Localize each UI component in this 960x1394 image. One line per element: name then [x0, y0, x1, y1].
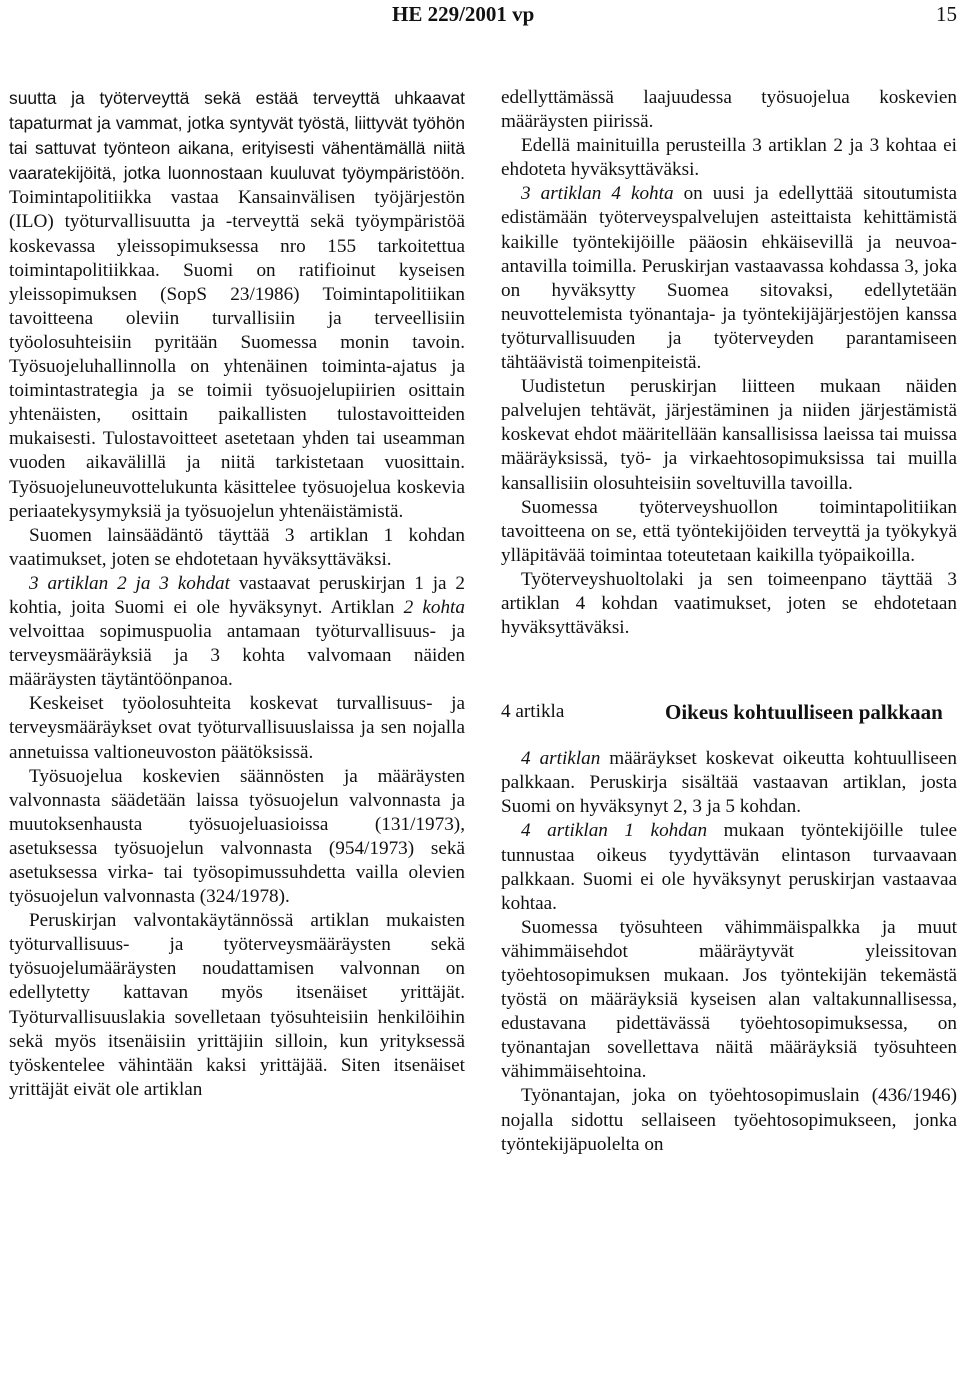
- paragraph: edellyttämässä laajuudessa työsuojelua koskevien määräysten piirissä.: [501, 87, 957, 133]
- paragraph: [9, 572, 465, 692]
- paragraph-text: mukaan työntekijöille tulee tunnustaa oikeus tyydyttävän elintason turvaavaan palkkaan. Suomi ei ole hyväksynyt peruskirjan vastaavaa kohtaa.: [501, 820, 957, 914]
- italic-reference: 2 kohta: [403, 596, 465, 618]
- page-header: [0, 0, 960, 34]
- paragraph: Uudistetun peruskirjan liitteen mukaan näiden palvelujen tehtävät, järjestäminen ja niiden järjestämistä koskevat ehdot määritellään kansallisissa laeissa tai muissa määräyksissä, työ- ja virkaehtosopimuksissa tai muilla kansallisiin olosuhteisiin soveltuvilla tavoilla.: [501, 376, 957, 494]
- paragraph: Edellä mainituilla perusteilla 3 artiklan 2 ja 3 kohtaa ei ehdoteta hyväksyttäväksi.: [501, 135, 957, 181]
- paragraph: Suomessa työsuhteen vähimmäispalkka ja muut vähimmäisehdot määräytyvät yleissitovan työehtosopimuksen mukaan. Jos työntekijän tekemästä työstä on määräyksiä kyseisen alan valtakunnallisessa, edustavana pidettävässä työehtosopimuksessa, on työnantajan sovellettava näitä määräyksiä työsuhteen vähimmäisehtoina.: [501, 916, 957, 1083]
- paragraph-text: Toimintapolitiikka vastaa Kansainvälisen työjärjestön (ILO) työturvallisuutta ja -terveyttä sekä työympäristöä koskevassa yleissopimuksessa nro 155 tarkoitettua toimintapolitiikkaa. Suomi on ratifioinut kyseisen yleissopimuksen (SopS 23/1986) Toimintapolitiikan tavoitteena oleviin turvallisiin ja terveellisiin työolosuhteisiin pyritään Suomessa monin tavoin. Työsuojeluhallinnolla on yhtenäinen toiminta-ajatus ja toimintastrategia ja se toimii työsuojelupiirien osittain yhtenäisten, osittain paikallisten tulostavoitteiden mukaisesti. Tulostavoitteet asetetaan yhden tai useamman vuoden aikavälillä ja niitä tarkistetaan vuosittain. Työsuojeluneuvottelukunta käsittelee työsuojelua koskevia periaatekysymyksiä ja työsuojelun yhtenäistämistä.: [9, 187, 465, 522]
- paragraph: [501, 819, 957, 915]
- paragraph: Keskeiset työolosuhteita koskevat turvallisuus- ja terveysmääräykset ovat työturvallisuuslaissa ja sen nojalla annetuissa valtioneuvoston päätöksissä.: [9, 693, 465, 763]
- article-heading: [501, 700, 957, 725]
- italic-reference: 3 artiklan 2 ja 3 kohdat: [29, 572, 230, 594]
- paragraph-text: määräykset koskevat oikeutta kohtuulliseen palkkaan. Peruskirja sisältää vastaavan artiklan, josta Suomi on hyväksynyt 2, 3 ja 5 kohdan.: [501, 748, 957, 818]
- paragraph: [501, 747, 957, 819]
- italic-reference: 4 artiklan: [521, 748, 601, 770]
- paragraph: [501, 182, 957, 375]
- italic-reference: 3 artiklan 4 kohta: [521, 183, 674, 205]
- paragraph: [9, 86, 465, 524]
- paragraph-text: on uusi ja edellyttää sitoutumista edistämään työterveyspalvelujen asteittaista kehittämistä kaikille työntekijöille pääosin ehkäisevillä ja neuvoa-antavilla toimilla. Peruskirjan vastaavassa kohdassa 3, joka on hyväksytty Suomea sitovaksi, edellytetään neuvottelemista työnantaja- ja työntekijäjärjestöjen kanssa työturvallisuuden ja työterveyden parantamiseen tähtäävistä toimenpiteistä.: [501, 183, 957, 374]
- right-column: [501, 86, 957, 1157]
- paragraph: Työterveyshuoltolaki ja sen toimeenpano täyttää 3 artiklan 4 kohdan vaatimukset, joten se ehdotetaan hyväksyttäväksi.: [501, 568, 957, 639]
- paragraph-text: velvoittaa sopimuspuolia antamaan työturvallisuus- ja terveysmääräyksiä ja 3 kohta valvomaan näiden määräysten täytäntöönpanoa.: [9, 621, 465, 691]
- article-title: Oikeus kohtuulliseen palkkaan: [665, 700, 943, 725]
- left-column: [9, 86, 465, 1102]
- paragraph: Suomessa työterveyshuollon toimintapolitiikan tavoitteena on se, että työntekijöiden terveyttä ja työkykyä ylläpitävää toimintaa toteutetaan kaikilla työpaikoilla.: [501, 496, 957, 566]
- document-id: HE 229/2001 vp: [392, 2, 535, 26]
- paragraph: Peruskirjan valvontakäytännössä artiklan mukaisten työturvallisuus- ja työterveysmääräysten sekä työsuojelumääräysten noudattamisen valvonnan on edellytetty kattavan myös itsenäiset yrittäjät. Työturvallisuuslakia sovelletaan työsuhteisiin henkilöihin sekä myös itsenäisiin yrittäjiin silloin, kun yrityksessä työskentelee vähintään kaksi yrittäjää. Siten itsenäiset yrittäjät eivät ole artiklan: [9, 910, 465, 1100]
- italic-reference: 4 artiklan 1 kohdan: [521, 820, 708, 842]
- page-number: 15: [936, 2, 957, 26]
- paragraph: Suomen lainsäädäntö täyttää 3 artiklan 1 kohdan vaatimukset, joten se ehdotetaan hyväksyttäväksi.: [9, 524, 465, 570]
- paragraph-text: vastaavat peruskirjan 1 ja 2 kohtia, joita Suomi ei ole hyväksynyt. Artiklan: [9, 572, 466, 618]
- paragraph: Työsuojelua koskevien säännösten ja määräysten valvonnasta säädetään laissa työsuojelun valvonnasta ja muutoksenhausta työsuojeluasioissa (131/1973), asetuksessa työsuojelun valvonnasta (954/1973) sekä asetuksessa virka- tai työsopimussuhdetta vailla olevien työsuojelun valvonnasta (324/1978).: [9, 765, 465, 908]
- paragraph: Työnantajan, joka on työehtosopimuslain (436/1946) nojalla sidottu sellaiseen työehtosopimukseen, jonka työntekijäpuolelta on: [501, 1085, 957, 1155]
- article-number: 4 artikla: [501, 701, 565, 723]
- paragraph-text: suutta ja työterveyttä sekä estää terveyttä uhkaavat tapaturmat ja vammat, jotka syntyvät työstä, liittyvät työhön tai sattuvat työnteon aikana, erityisesti vähentämällä niitä vaaratekijöitä, jotka luonnostaan kuuluvat työympäristöön.: [9, 88, 465, 184]
